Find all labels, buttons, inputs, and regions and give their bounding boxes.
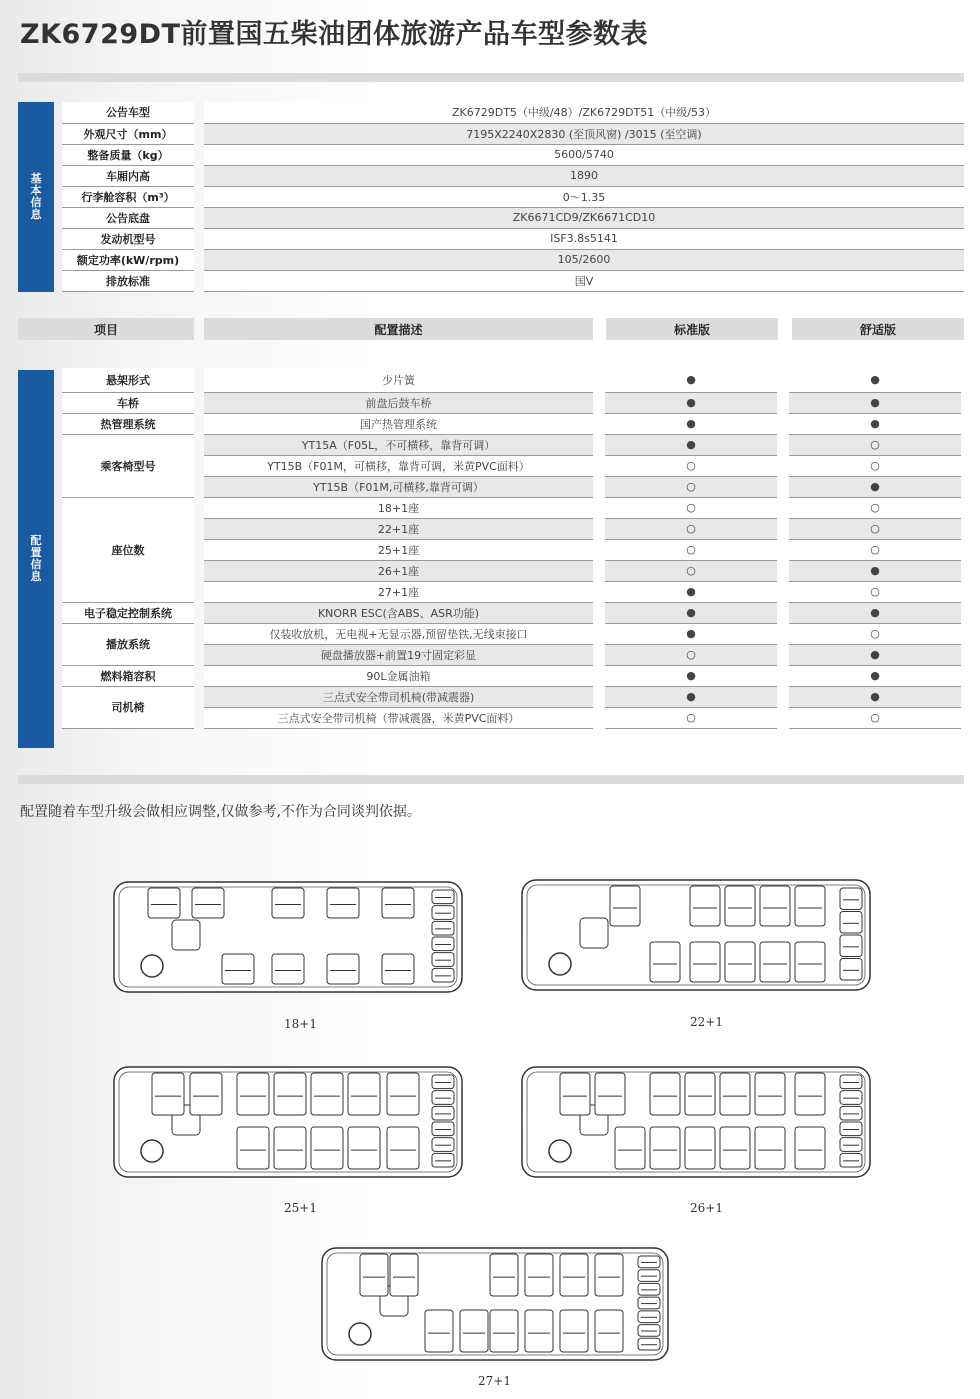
seat-shape	[432, 1106, 454, 1120]
seat-shape	[432, 921, 454, 935]
cell-gap	[777, 455, 789, 476]
comfort-mark: ●	[789, 560, 961, 581]
top-divider	[18, 73, 964, 82]
config-info-side-label	[18, 370, 54, 748]
seat-shape	[638, 1283, 660, 1295]
seat-shape	[272, 888, 304, 918]
seat-shape	[638, 1270, 660, 1282]
seat-shape	[595, 1310, 623, 1352]
seat-shape	[760, 886, 790, 926]
basic-info-label: 排放标准	[62, 270, 194, 291]
seat-shape	[650, 1127, 680, 1169]
config-description: 90L金属油箱	[204, 665, 593, 686]
seat-shape	[432, 906, 454, 920]
bus-floorplan	[520, 1065, 872, 1179]
cell-gap	[194, 249, 204, 270]
seat-shape	[840, 1075, 862, 1089]
seat-shape	[152, 1073, 184, 1115]
basic-info-row	[62, 144, 964, 165]
seat-shape	[387, 1127, 419, 1169]
seat-shape	[490, 1254, 518, 1296]
config-description: 少片簧	[204, 368, 593, 392]
seat-layout-26	[520, 1065, 872, 1179]
seat-shape	[840, 888, 862, 910]
layout-caption-25: 25+1	[284, 1201, 317, 1215]
layout-caption-26: 26+1	[690, 1201, 723, 1215]
bus-floorplan	[112, 1065, 464, 1179]
config-item-label: 悬架形式	[62, 368, 194, 392]
cell-gap	[194, 102, 204, 123]
seat-shape	[638, 1338, 660, 1350]
basic-info-value: ZK6671CD9/ZK6671CD10	[204, 207, 964, 228]
basic-info-value: ZK6729DT5（中级/48）/ZK6729DT51（中级/53）	[204, 102, 964, 123]
seat-shape	[840, 1138, 862, 1152]
config-description: 仅装收放机，无电视+无显示器,预留垫铁,无线束接口	[204, 623, 593, 644]
side-label-char: 本	[30, 184, 42, 197]
seat-shape	[432, 890, 454, 904]
cell-gap	[593, 560, 605, 581]
seat-shape	[840, 959, 862, 981]
standard-mark: ●	[605, 581, 777, 602]
cell-gap	[194, 123, 204, 144]
comfort-mark: ●	[789, 665, 961, 686]
seat-shape	[720, 1073, 750, 1115]
comfort-mark: ○	[789, 623, 961, 644]
config-item-label: 热管理系统	[62, 413, 194, 434]
cell-gap	[593, 413, 605, 434]
seat-shape	[690, 886, 720, 926]
side-label-char: 配	[30, 534, 42, 547]
cell-gap	[593, 455, 605, 476]
seat-shape	[638, 1325, 660, 1337]
config-row	[62, 392, 961, 413]
seat-shape	[560, 1310, 588, 1352]
seat-shape	[387, 1073, 419, 1115]
basic-info-row	[62, 123, 964, 144]
side-label-char: 息	[30, 570, 42, 583]
config-item-label: 播放系统	[62, 623, 194, 665]
comfort-mark: ●	[789, 686, 961, 707]
basic-info-value: 5600/5740	[204, 144, 964, 165]
config-row	[62, 686, 961, 707]
cell-gap	[194, 623, 204, 665]
basic-info-value: ISF3.8s5141	[204, 228, 964, 249]
comfort-mark: ●	[789, 644, 961, 665]
header-item: 项目	[18, 318, 194, 340]
header-comfort: 舒适版	[792, 318, 964, 340]
cell-gap	[777, 392, 789, 413]
cell-gap	[593, 602, 605, 623]
cell-gap	[777, 707, 789, 728]
basic-info-value: 7195X2240X2830 (至顶风窗) /3015 (至空调)	[204, 123, 964, 144]
cell-gap	[777, 686, 789, 707]
basic-info-value: 105/2600	[204, 249, 964, 270]
config-item-label: 座位数	[62, 497, 194, 602]
seat-shape	[148, 888, 180, 918]
page-title: ZK6729DT前置国五柴油团体旅游产品车型参数表	[20, 19, 648, 50]
config-description: YT15A（F05L，不可横移，靠背可调）	[204, 434, 593, 455]
seat-shape	[525, 1310, 553, 1352]
seat-shape	[795, 1073, 825, 1115]
cell-gap	[593, 497, 605, 518]
standard-mark: ●	[605, 665, 777, 686]
standard-mark: ●	[605, 686, 777, 707]
cell-gap	[777, 497, 789, 518]
cell-gap	[194, 144, 204, 165]
basic-info-label: 外观尺寸（mm）	[62, 123, 194, 144]
seat-shape	[432, 1075, 454, 1089]
config-description: 26+1座	[204, 560, 593, 581]
seat-shape	[560, 1254, 588, 1296]
comfort-mark: ●	[789, 368, 961, 392]
basic-info-row	[62, 249, 964, 270]
cell-gap	[777, 644, 789, 665]
comfort-mark: ○	[789, 455, 961, 476]
seat-shape	[272, 954, 304, 984]
cell-gap	[593, 644, 605, 665]
config-row	[62, 623, 961, 644]
comfort-mark: ○	[789, 434, 961, 455]
side-label-char: 基	[30, 172, 42, 185]
standard-mark: ○	[605, 518, 777, 539]
seat-shape	[237, 1127, 269, 1169]
engine-cover	[172, 920, 200, 950]
seat-shape	[685, 1127, 715, 1169]
seat-shape	[795, 942, 825, 982]
cell-gap	[777, 476, 789, 497]
cell-gap	[593, 518, 605, 539]
seat-shape	[222, 954, 254, 984]
seat-shape	[840, 1106, 862, 1120]
seat-layout-22	[520, 878, 872, 992]
basic-info-row	[62, 207, 964, 228]
seat-shape	[348, 1073, 380, 1115]
config-description: KNORR ESC(含ABS、ASR功能)	[204, 602, 593, 623]
seat-shape	[650, 1073, 680, 1115]
cell-gap	[593, 368, 605, 392]
config-row	[62, 602, 961, 623]
seat-shape	[840, 935, 862, 957]
cell-gap	[593, 665, 605, 686]
config-item-label: 燃料箱容积	[62, 665, 194, 686]
cell-gap	[777, 623, 789, 644]
cell-gap	[194, 186, 204, 207]
standard-mark: ●	[605, 368, 777, 392]
layout-caption-27: 27+1	[478, 1374, 511, 1388]
side-label-char: 息	[30, 208, 42, 221]
seat-shape	[755, 1127, 785, 1169]
comfort-mark: ●	[789, 392, 961, 413]
config-row	[62, 368, 961, 392]
config-description: 18+1座	[204, 497, 593, 518]
bottom-divider	[18, 775, 964, 784]
seat-shape	[795, 886, 825, 926]
cell-gap	[777, 560, 789, 581]
cell-gap	[777, 368, 789, 392]
seat-shape	[382, 954, 414, 984]
basic-info-row	[62, 270, 964, 291]
cell-gap	[777, 581, 789, 602]
cell-gap	[777, 413, 789, 434]
seat-layout-18	[112, 880, 464, 994]
basic-info-label: 公告车型	[62, 102, 194, 123]
seat-shape	[650, 942, 680, 982]
config-description: YT15B（F01M，可横移，靠背可调，米黄PVC面料）	[204, 455, 593, 476]
basic-info-label: 整备质量（kg）	[62, 144, 194, 165]
cell-gap	[194, 665, 204, 686]
basic-info-row	[62, 228, 964, 249]
basic-info-row	[62, 186, 964, 207]
basic-info-label: 额定功率(kW/rpm)	[62, 249, 194, 270]
seat-shape	[327, 954, 359, 984]
config-description: 25+1座	[204, 539, 593, 560]
seat-shape	[274, 1073, 306, 1115]
seat-shape	[192, 888, 224, 918]
side-label-char: 信	[30, 558, 42, 571]
cell-gap	[194, 497, 204, 602]
seat-shape	[390, 1254, 418, 1296]
cell-gap	[194, 434, 204, 497]
cell-gap	[777, 665, 789, 686]
layout-caption-22: 22+1	[690, 1015, 723, 1029]
cell-gap	[194, 165, 204, 186]
seat-shape	[638, 1297, 660, 1309]
comfort-mark: ●	[789, 413, 961, 434]
standard-mark: ●	[605, 413, 777, 434]
seat-shape	[327, 888, 359, 918]
config-item-label: 车桥	[62, 392, 194, 413]
seat-shape	[685, 1073, 715, 1115]
seat-shape	[490, 1310, 518, 1352]
config-description: 国产热管理系统	[204, 413, 593, 434]
seat-shape	[595, 1073, 625, 1115]
seat-shape	[610, 886, 640, 926]
comfort-mark: ○	[789, 518, 961, 539]
basic-info-side-label	[18, 102, 54, 292]
layout-caption-18: 18+1	[284, 1017, 317, 1031]
seat-shape	[432, 1138, 454, 1152]
config-description: 三点式安全带司机椅(带减震器)	[204, 686, 593, 707]
basic-info-row	[62, 102, 964, 123]
standard-mark: ○	[605, 644, 777, 665]
config-description: YT15B（F01M,可横移,靠背可调）	[204, 476, 593, 497]
seat-shape	[425, 1310, 453, 1352]
cell-gap	[777, 602, 789, 623]
standard-mark: ○	[605, 560, 777, 581]
seat-shape	[432, 1153, 454, 1167]
bus-floorplan	[320, 1246, 670, 1362]
config-item-label: 电子稳定控制系统	[62, 602, 194, 623]
seat-shape	[237, 1073, 269, 1115]
seat-shape	[690, 942, 720, 982]
comfort-mark: ○	[789, 497, 961, 518]
cell-gap	[593, 581, 605, 602]
seat-shape	[638, 1256, 660, 1268]
seat-shape	[432, 953, 454, 967]
seat-layout-27	[320, 1246, 670, 1362]
basic-info-row	[62, 165, 964, 186]
comfort-mark: ○	[789, 539, 961, 560]
standard-mark: ○	[605, 455, 777, 476]
config-row	[62, 413, 961, 434]
config-row	[62, 434, 961, 455]
cell-gap	[194, 368, 204, 392]
bus-floorplan	[112, 880, 464, 994]
comfort-mark: ○	[789, 707, 961, 728]
basic-info-label: 车厢内高	[62, 165, 194, 186]
seat-shape	[460, 1310, 488, 1352]
header-desc: 配置描述	[204, 318, 593, 340]
cell-gap	[194, 228, 204, 249]
seat-shape	[720, 1127, 750, 1169]
config-description: 三点式安全带司机椅（带减震器，米黄PVC面料）	[204, 707, 593, 728]
basic-info-value: 0～1.35	[204, 186, 964, 207]
seat-shape	[615, 1127, 645, 1169]
basic-info-label: 发动机型号	[62, 228, 194, 249]
cell-gap	[777, 434, 789, 455]
config-description: 前盘后鼓车桥	[204, 392, 593, 413]
standard-mark: ○	[605, 539, 777, 560]
standard-mark: ●	[605, 623, 777, 644]
seat-shape	[725, 942, 755, 982]
seat-shape	[638, 1311, 660, 1323]
config-row	[62, 665, 961, 686]
disclaimer-note: 配置随着车型升级会做相应调整,仅做参考,不作为合同谈判依据。	[20, 804, 421, 820]
cell-gap	[593, 686, 605, 707]
cell-gap	[194, 686, 204, 728]
seat-shape	[725, 886, 755, 926]
standard-mark: ●	[605, 434, 777, 455]
cell-gap	[194, 270, 204, 291]
side-label-char: 信	[30, 196, 42, 209]
cell-gap	[194, 413, 204, 434]
seat-shape	[432, 968, 454, 982]
cell-gap	[593, 434, 605, 455]
seat-shape	[274, 1127, 306, 1169]
standard-mark: ○	[605, 497, 777, 518]
config-item-label: 司机椅	[62, 686, 194, 728]
standard-mark: ○	[605, 476, 777, 497]
seat-shape	[311, 1073, 343, 1115]
seat-shape	[760, 942, 790, 982]
seat-shape	[840, 1122, 862, 1136]
cell-gap	[593, 476, 605, 497]
seat-shape	[840, 1091, 862, 1105]
cell-gap	[593, 623, 605, 644]
header-standard: 标准版	[606, 318, 778, 340]
seat-shape	[795, 1127, 825, 1169]
seat-shape	[190, 1073, 222, 1115]
seat-shape	[840, 1153, 862, 1167]
basic-info-table	[62, 102, 964, 292]
standard-mark: ○	[605, 707, 777, 728]
seat-shape	[432, 1122, 454, 1136]
cell-gap	[777, 518, 789, 539]
standard-mark: ●	[605, 392, 777, 413]
cell-gap	[194, 207, 204, 228]
seat-shape	[525, 1254, 553, 1296]
cell-gap	[194, 602, 204, 623]
seat-shape	[840, 912, 862, 934]
engine-cover	[580, 918, 608, 948]
cell-gap	[194, 392, 204, 413]
side-label-char: 置	[30, 546, 42, 559]
cell-gap	[593, 539, 605, 560]
basic-info-label: 行李舱容积（m³）	[62, 186, 194, 207]
seat-layout-25	[112, 1065, 464, 1179]
seat-shape	[755, 1073, 785, 1115]
basic-info-label: 公告底盘	[62, 207, 194, 228]
seat-shape	[348, 1127, 380, 1169]
standard-mark: ●	[605, 602, 777, 623]
seat-shape	[560, 1073, 590, 1115]
comfort-mark: ●	[789, 602, 961, 623]
seat-shape	[360, 1254, 388, 1296]
config-description: 27+1座	[204, 581, 593, 602]
config-table	[62, 368, 961, 729]
comfort-mark: ●	[789, 476, 961, 497]
comfort-mark: ○	[789, 581, 961, 602]
config-description: 22+1座	[204, 518, 593, 539]
basic-info-value: 1890	[204, 165, 964, 186]
config-row	[62, 497, 961, 518]
cell-gap	[593, 392, 605, 413]
cell-gap	[777, 539, 789, 560]
seat-shape	[432, 1091, 454, 1105]
seat-shape	[432, 937, 454, 951]
config-item-label: 乘客椅型号	[62, 434, 194, 497]
config-description: 硬盘播放器+前置19寸固定彩显	[204, 644, 593, 665]
basic-info-value: 国V	[204, 270, 964, 291]
cell-gap	[593, 707, 605, 728]
seat-shape	[311, 1127, 343, 1169]
seat-shape	[595, 1254, 623, 1296]
seat-shape	[382, 888, 414, 918]
bus-floorplan	[520, 878, 872, 992]
